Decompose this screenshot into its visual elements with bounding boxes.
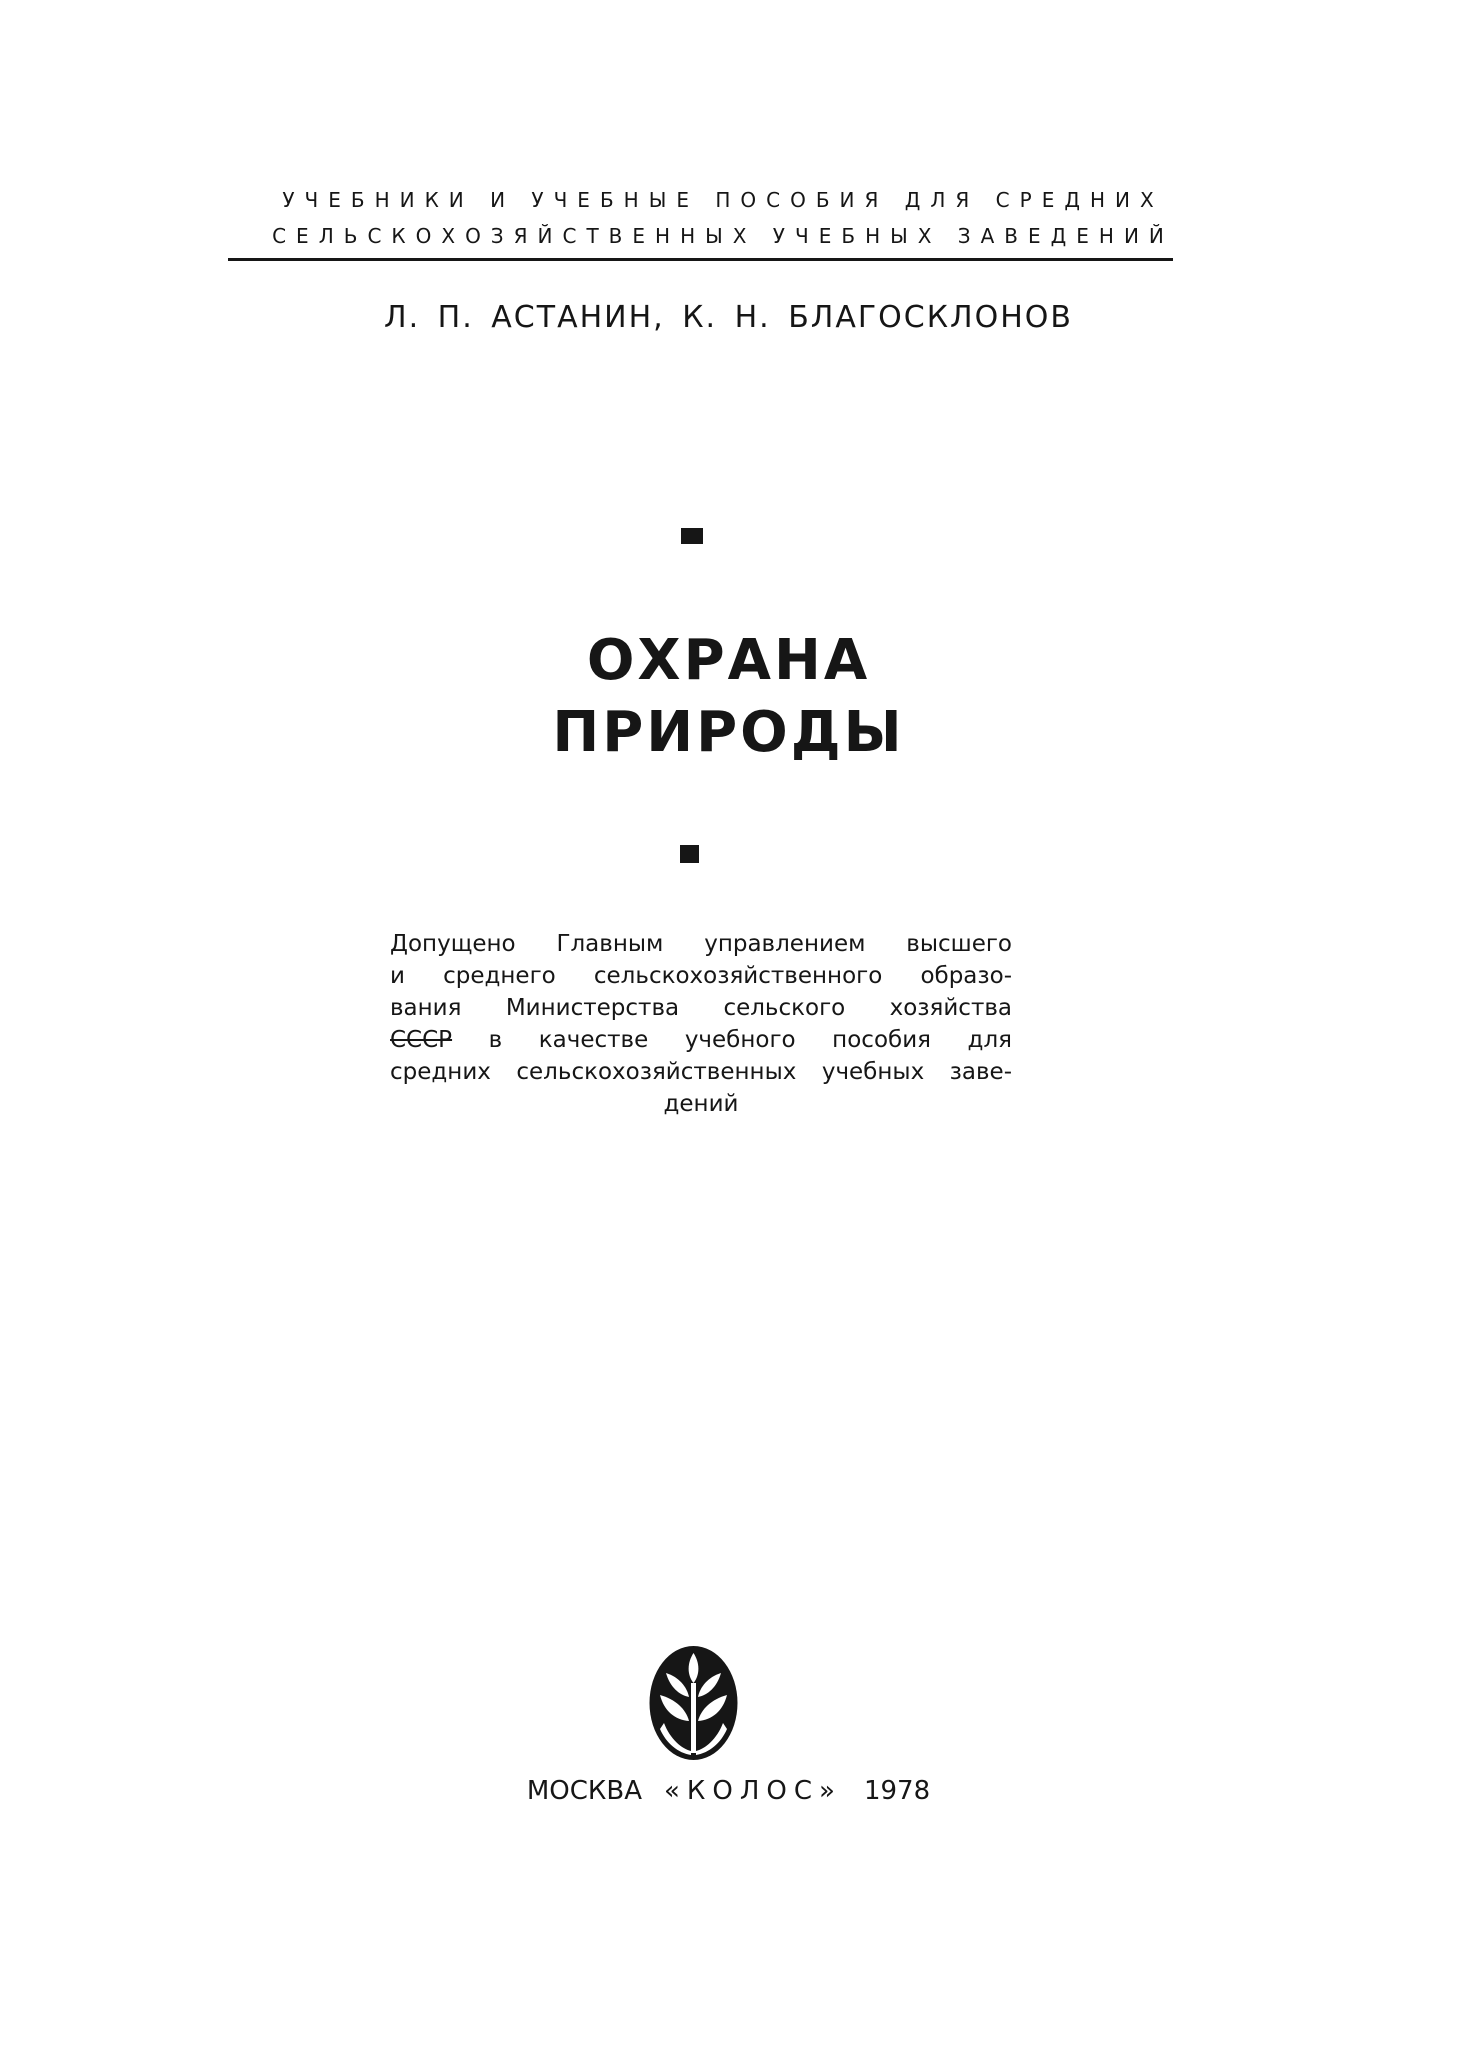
wheat-ear-publisher-logo-icon [646,1643,741,1763]
series-line-2: СЕЛЬСКОХОЗЯЙСТВЕННЫХ УЧЕБНЫХ ЗАВЕДЕНИЙ [272,224,1174,248]
approval-line-6: дений [663,1091,739,1117]
series-heading [228,182,1218,254]
struck-ussr: СССР [390,1027,453,1053]
approval-line-1: Допущено Главным управлением высшего [390,931,1012,957]
book-title [0,625,1457,769]
ornament-mark-top [681,528,703,544]
approval-notice [390,928,1012,1120]
authors: Л. П. АСТАНИН, К. Н. БЛАГОСКЛОНОВ [384,300,1073,335]
title-line-1: ОХРАНА [586,628,871,693]
series-line-1: УЧЕБНИКИ И УЧЕБНЫЕ ПОСОБИЯ ДЛЯ СРЕДНИХ [282,188,1164,212]
imprint-city: МОСКВА [526,1776,643,1806]
approval-line-2: и среднего сельскохозяйственного образо- [390,963,1012,989]
approval-line-3: вания Министерства сельского хозяйства [390,995,1012,1021]
approval-line-4-rest: в качестве учебного пособия для [452,1027,1012,1053]
horizontal-rule [228,258,1173,261]
imprint-publisher: «КОЛОС» [664,1776,842,1806]
title-line-2: ПРИРОДЫ [552,700,905,765]
ornament-mark-bottom [680,845,699,863]
approval-line-4 [390,1024,1012,1056]
imprint [0,1776,1457,1806]
imprint-year: 1978 [863,1776,931,1806]
approval-line-5: средних сельскохозяйственных учебных заве- [390,1059,1012,1085]
